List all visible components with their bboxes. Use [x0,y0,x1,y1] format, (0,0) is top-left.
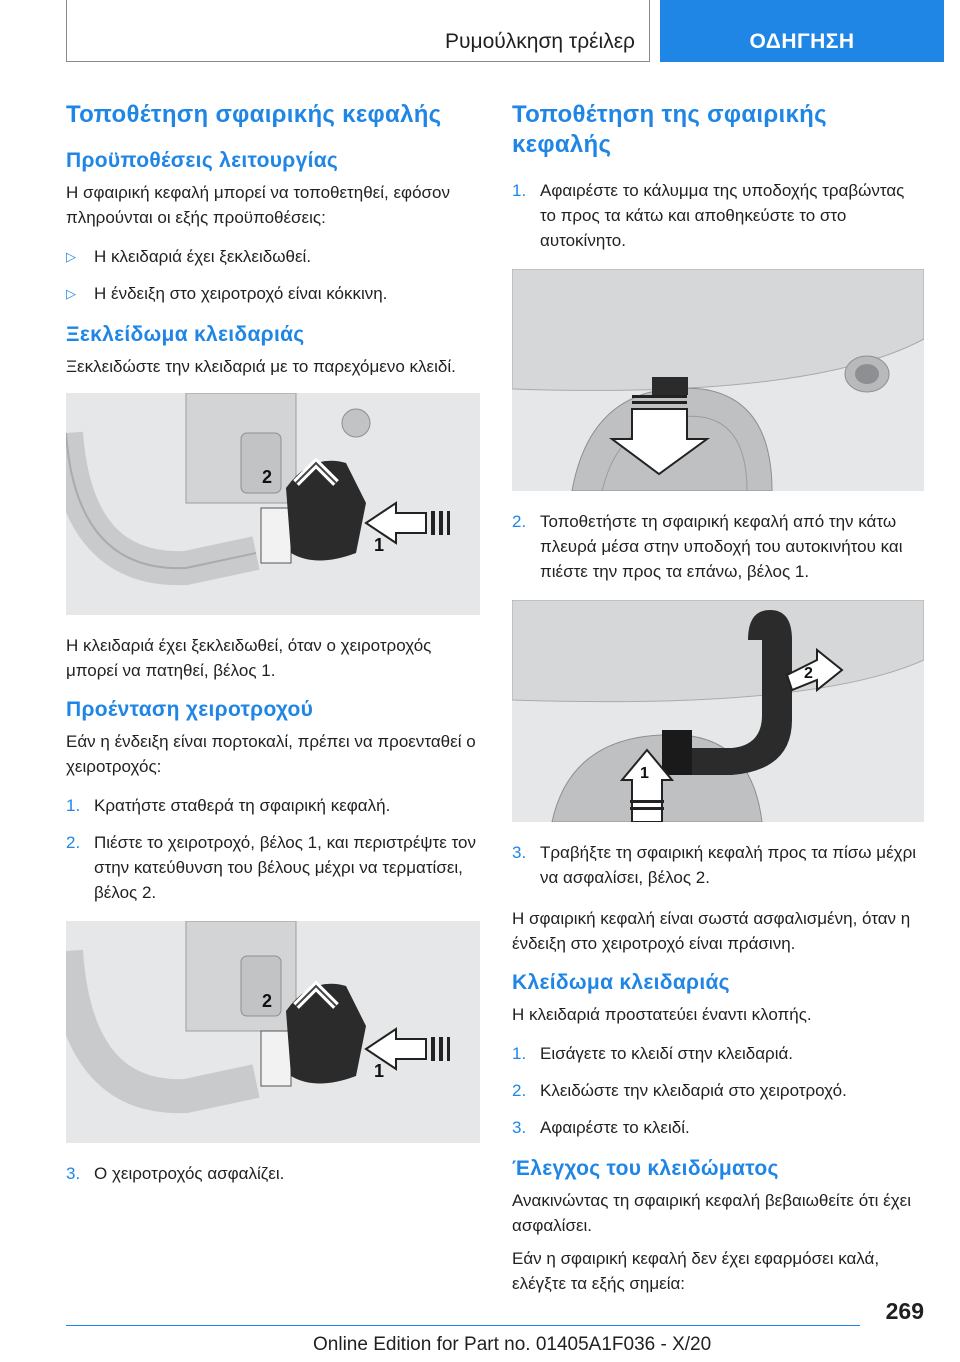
pretension-steps [66,793,480,905]
section-title: Ρυμούλκηση τρέιλερ [445,30,635,53]
list-item: 1. Αφαιρέστε το κάλυμμα της υποδοχής τραβώντας το προς τα κάτω και αποθηκεύστε το στο αυτοκίνητο. [512,181,905,250]
chapter-tab [660,0,944,62]
heading-pretension: Προένταση χειροτροχού [66,698,314,721]
lock-steps [512,1041,924,1140]
check-lock-text-2: Εάν η σφαιρική κεφαλή δεν έχει εφαρμόσει καλά, ελέγξτε τα εξής σημεία: [512,1249,880,1293]
pretension-text: Εάν η ένδειξη είναι πορτοκαλί, πρέπει να προενταθεί ο χειροτροχός: [66,732,476,776]
list-item: ▷ Η ένδειξη στο χειροτροχό είναι κόκκινη. [66,281,480,306]
chapter-title: ΟΔΗΓΗΣΗ [749,30,855,53]
right-column [512,100,924,1310]
figure-insert-ball-head [512,600,924,822]
arrow-label-1: 1 [374,1061,385,1081]
prerequisites-text: Η σφαιρική κεφαλή μπορεί να τοποθετηθεί, εφόσον πληρούνται οι εξής προϋποθέσεις: [66,183,450,227]
unlock-text: Ξεκλειδώστε την κλειδαριά με το παρεχόμενο κλειδί. [66,357,456,376]
heading-lock: Κλείδωμα κλειδαριάς [512,971,730,994]
list-item: 3. Τραβήξτε τη σφαιρική κεφαλή προς τα πίσω μέχρι να ασφαλίσει, βέλος 2. [512,843,917,887]
install-steps-b [512,509,924,584]
pretension-steps-continued [66,1161,480,1186]
list-item: 3. Αφαιρέστε το κλειδί. [512,1118,690,1137]
bullet-triangle-icon: ▷ [66,249,76,264]
footer-divider [66,1325,860,1326]
check-lock-text-1: Ανακινώντας τη σφαιρική κεφαλή βεβαιωθείτε ότι έχει ασφαλίσει. [512,1191,912,1235]
arrow-label-1: 1 [374,535,385,555]
list-item: 1. Εισάγετε το κλειδί στην κλειδαριά. [512,1044,794,1063]
arrow-label-1: 1 [640,765,649,782]
list-item: 2. Πιέστε το χειροτροχό, βέλος 1, και περιστρέψτε τον στην κατεύθυνση του βέλους μέχρι να τερματίσει, βέλος 2. [66,833,476,902]
figure-unlock-lock [66,393,480,615]
main-heading-left: Τοποθέτηση σφαιρικής κεφαλής [66,101,442,128]
list-item: 2. Κλειδώστε την κλειδαριά στο χειροτροχό. [512,1081,847,1100]
list-item: ▷ Η κλειδαριά έχει ξεκλειδωθεί. [66,244,480,269]
header-section-box [66,0,650,62]
arrow-label-2: 2 [262,467,273,487]
list-item: 2. Τοποθετήστε τη σφαιρική κεφαλή από την κάτω πλευρά μέσα στην υποδοχή του αυτοκινήτου και πιέστε την προς τα επάνω, βέλος 1. [512,512,903,581]
heading-check-lock: Έλεγχος του κλειδώματος [512,1157,779,1180]
arrow-label-2: 2 [804,665,813,682]
heading-prerequisites: Προϋποθέσεις λειτουργίας [66,149,339,172]
lock-text: Η κλειδαριά προστατεύει έναντι κλοπής. [512,1005,812,1024]
list-item: 1. Κρατήστε σταθερά τη σφαιρική κεφαλή. [66,796,391,815]
figure-remove-cover [512,269,924,491]
left-column [66,100,480,1202]
page-number: 269 [885,1298,924,1324]
prerequisites-list [66,244,480,306]
arrow-label-2: 2 [262,991,273,1011]
install-steps-c [512,840,924,890]
install-steps-a [512,178,924,253]
main-heading-right: Τοποθέτηση της σφαιρικής κεφαλής [512,101,827,158]
list-item: 3. Ο χειροτροχός ασφαλίζει. [66,1164,285,1183]
edition-info: Online Edition for Part no. 01405A1F036 - X/20 [313,1334,712,1355]
heading-unlock: Ξεκλείδωμα κλειδαριάς [66,323,305,346]
unlock-result-text: Η κλειδαριά έχει ξεκλειδωθεί, όταν ο χειροτροχός μπορεί να πατηθεί, βέλος 1. [66,636,432,680]
figure-pretension-handwheel [66,921,480,1143]
bullet-triangle-icon: ▷ [66,286,76,301]
locked-correctly-text: Η σφαιρική κεφαλή είναι σωστά ασφαλισμένη, όταν η ένδειξη στο χειροτροχό είναι πράσινη. [512,909,911,953]
